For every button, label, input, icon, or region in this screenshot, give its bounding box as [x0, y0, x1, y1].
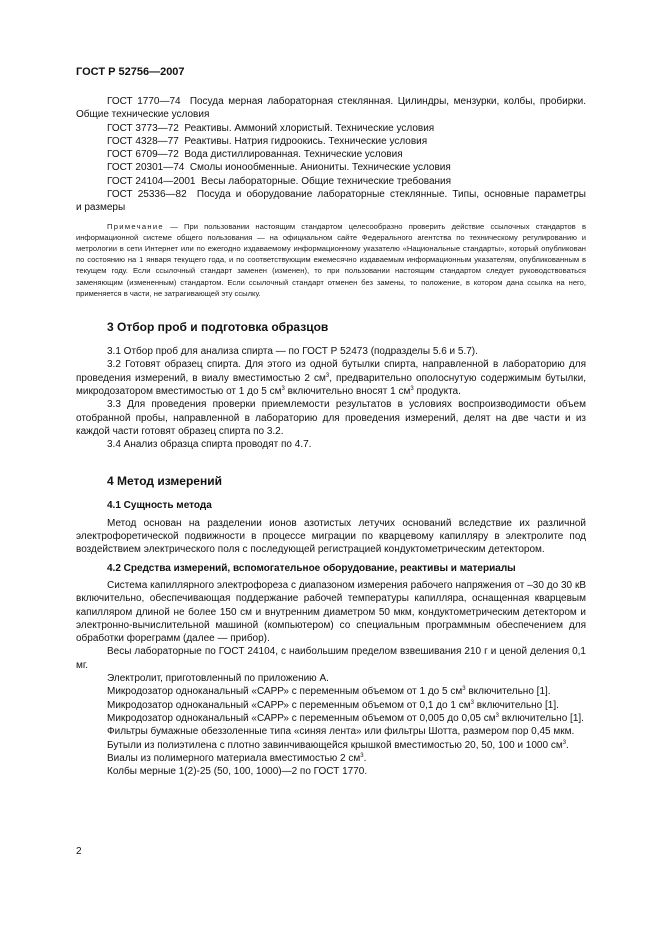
- reference-entry: ГОСТ 25336—82 Посуда и оборудование лабораторные стеклянные. Типы, основные параметры: [107, 189, 586, 201]
- subsection-4-1-heading: 4.1 Сущность метода: [107, 500, 212, 512]
- equipment-item: Бутыли из полиэтилена с плотно завинчивающейся крышкой вместимостью 20, 50, 100 и 1000 $см^3$.: [107, 739, 569, 751]
- reference-entry: ГОСТ 1770—74 Посуда мерная лабораторная стеклянная. Цилиндры, мензурки, колбы, пробирки.: [107, 96, 586, 107]
- reference-entry: ГОСТ 24104—2001 Весы лабораторные. Общие технические требования: [107, 175, 452, 187]
- equipment-item: Микродозатор одноканальный «САРР» с переменным объемом от 0,1 до 1 $см^3$ включительно [1].: [107, 699, 559, 711]
- equipment-item: Система капиллярного электрофореза с диапазоном измерения рабочего напряжения от –30 до 30 кВ включительно, обеспечивающая поддержание рабочей температуры капилляра, оснащенная кварцевым капилляром длиной не более 150 см и внутренним диаметром 50 мкм, кондуктометрическим детектором и электронно-вычислительной машиной (компьютером) со специальным программным обеспечением для обработки фореграмм (далее — прибор).: [76, 579, 586, 645]
- section-4-heading: 4 Метод измерений: [107, 474, 222, 489]
- equipment-item: Микродозатор одноканальный «САРР» с переменным объемом от 0,005 до 0,05 $см^3$ включительно [1].: [107, 712, 584, 724]
- equipment-item: Весы лабораторные по ГОСТ 24104, с наибольшим пределом взвешивания 210 г и ценой деления 0,1 мг.: [76, 646, 586, 671]
- reference-entry: ГОСТ 6709—72 Вода дистиллированная. Технические условия: [107, 149, 403, 161]
- reference-entry: ГОСТ 4328—77 Реактивы. Натрия гидроокись. Технические условия: [107, 135, 428, 147]
- equipment-item: Фильтры бумажные обеззоленные типа «синяя лента» или фильтры Шотта, размером пор 0,45 мкм.: [107, 726, 575, 738]
- reference-entry-continuation: Общие технические условия: [76, 109, 210, 121]
- page-number: 2: [76, 846, 82, 857]
- section-3-heading: 3 Отбор проб и подготовка образцов: [107, 320, 329, 335]
- note-text: — При пользовании настоящим стандартом целесообразно проверить действие ссылочных стандартов в информационной системе общего пользования — на официальном сайте Федерального агентства по техническому регулированию и метрологии в сети Интернет или по ежегодно издаваемому информационному указателю «Национальные стандарты», который опубликован по состоянию на 1 января текущего года, и по соответствующим ежемесячно издаваемым информационным указателям, опубликованным в текущем году. Если ссылочный стандарт заменен (изменен), то при пользовании настоящим стандартом следует руководствоваться заменяющим (измененным) стандартом. Если ссылочный стандарт отменен без замены, то положение, в котором дана ссылка на него, применяется в части, не затрагивающей эту ссылку.: [76, 221, 586, 298]
- references-list: [76, 95, 586, 215]
- clause-3-4: 3.4 Анализ образца спирта проводят по 4.7.: [107, 439, 312, 451]
- reference-entry: ГОСТ 20301—74 Смолы ионообменные. Аниониты. Технические условия: [107, 162, 451, 174]
- document-body: [76, 95, 586, 778]
- note-label: Примечание: [107, 221, 164, 231]
- clause-3-1: 3.1 Отбор проб для анализа спирта — по ГОСТ Р 52473 (подразделы 5.6 и 5.7).: [107, 346, 478, 358]
- equipment-item: Колбы мерные 1(2)-25 (50, 100, 1000)—2 по ГОСТ 1770.: [107, 766, 368, 778]
- note-paragraph: [76, 221, 586, 299]
- clause-3-2: 3.2 Готовят образец спирта. Для этого из одной бутылки спирта, направленной в лабораторию для проведения измерений, в виалу вместимостью 2 $см^3$, предварительно ополоснутую содержимым бутылки, микродозатором вместимостью от 1 до 5 $см^3$ включительно вносят 1 $см^3$ продукта.: [76, 359, 586, 397]
- equipment-item: Виалы из полимерного материала вместимостью 2 $см^3$.: [107, 752, 367, 764]
- subsection-4-1-text: Метод основан на разделении ионов азотистых летучих оснований вследствие их различной электрофоретической подвижности в процессе миграции по кварцевому капилляру в электролите под воздействием электрического поля с последующей регистрацией кондуктометрическим детектором.: [76, 517, 586, 556]
- subsection-4-2-heading: 4.2 Средства измерений, вспомогательное оборудование, реактивы и материалы: [107, 562, 516, 574]
- equipment-item: Электролит, приготовленный по приложению А.: [107, 673, 329, 685]
- running-header: ГОСТ Р 52756—2007: [76, 66, 185, 78]
- reference-entry-continuation: и размеры: [76, 202, 126, 214]
- reference-entry: ГОСТ 3773—72 Реактивы. Аммоний хлористый. Технические условия: [107, 122, 435, 134]
- equipment-item: Микродозатор одноканальный «САРР» с переменным объемом от 1 до 5 $см^3$ включительно [1].: [107, 686, 551, 698]
- clause-3-3: 3.3 Для проведения проверки приемлемости результатов в условиях воспроизводимости объем отобранной пробы, направленной в лабораторию для проведения измерений, делят на две части и из каждой части готовят образец спирта по 3.2.: [76, 399, 586, 437]
